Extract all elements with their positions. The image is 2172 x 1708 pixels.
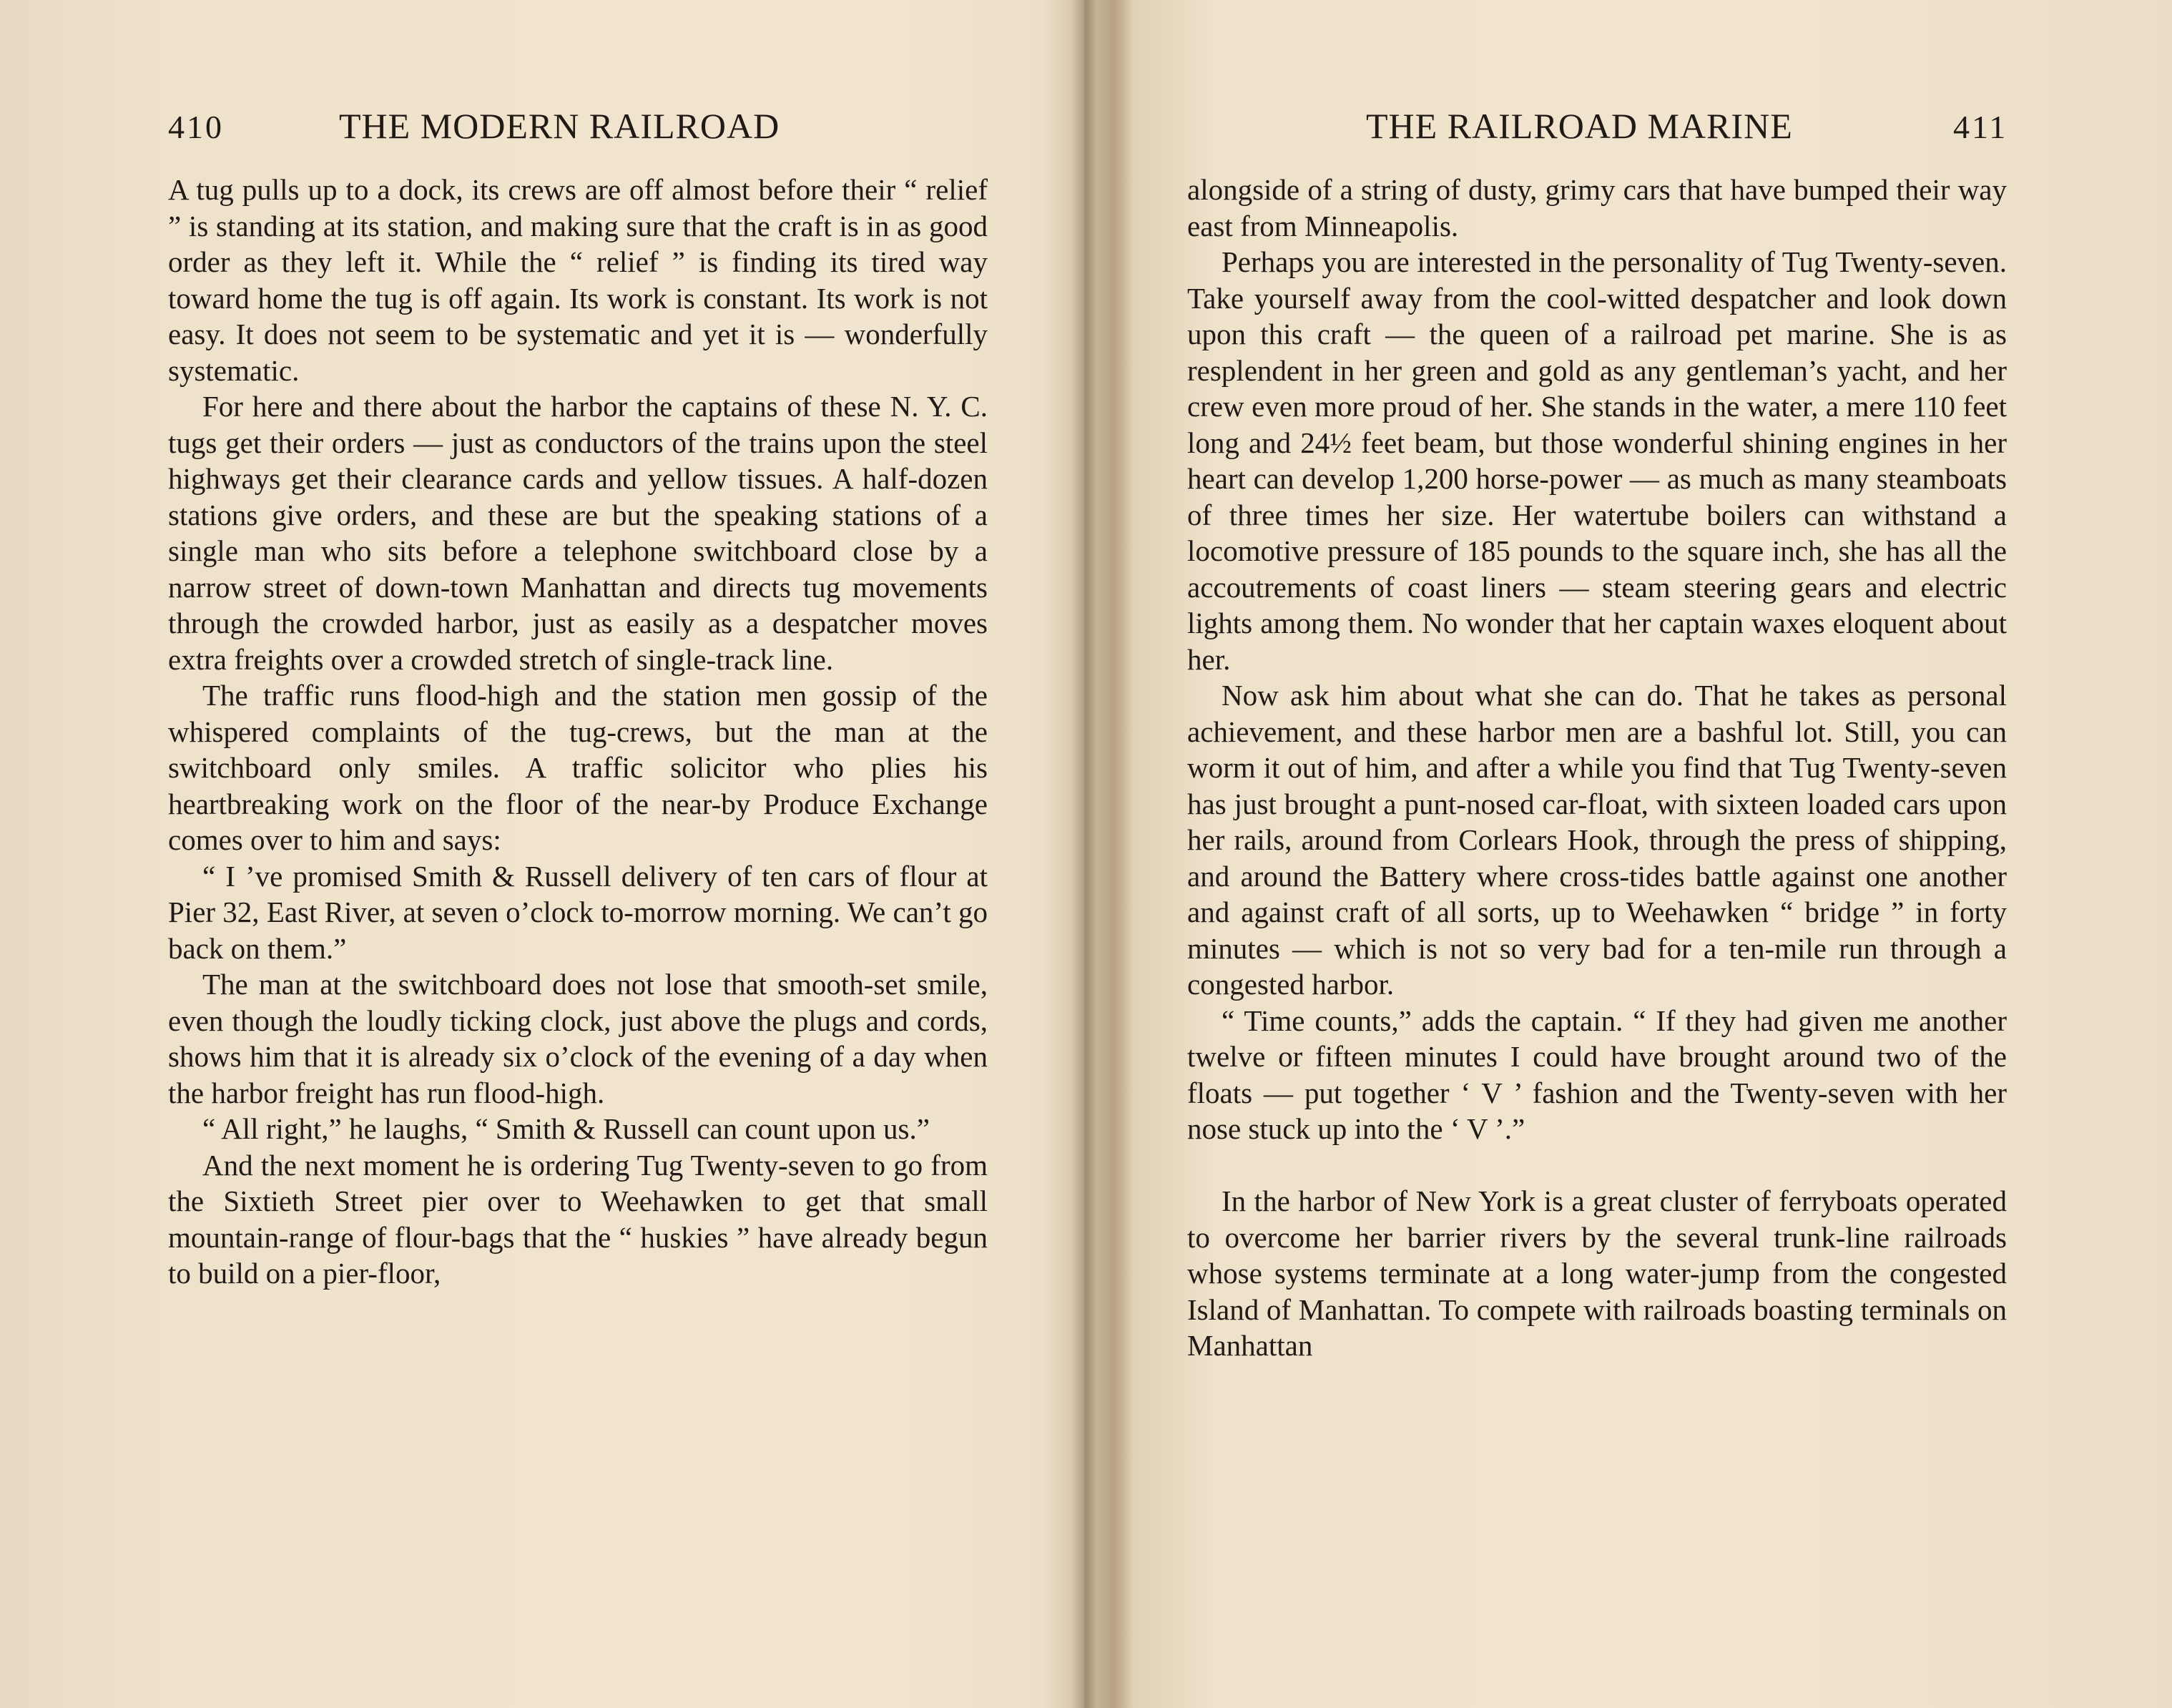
- body-text: [1187, 172, 2007, 1364]
- section-break: [1187, 1147, 2007, 1184]
- paragraph: “ I ’ve promised Smith & Russell delivery of ten cars of flour at Pier 32, East River, at seven o’clock to-morrow morning. We can’t go back on them.”: [168, 859, 988, 965]
- page-number: 410: [168, 109, 224, 145]
- paragraph: A tug pulls up to a dock, its crews are off almost before their “ relief ” is standing at its station, and making sure that the craft is in as good order as they left it. While the “ relief ” is finding its tired way toward home the tug is off again. Its work is constant. Its work is not easy. It does not seem to be systematic and yet it is — wonderfully systematic.: [168, 173, 988, 387]
- paragraph: alongside of a string of dusty, grimy cars that have bumped their way east from Minneapolis.: [1187, 173, 2007, 242]
- paragraph: The traffic runs flood-high and the station men gossip of the whispered complaints of the tug-crews, but the man at the switchboard only smiles. A traffic solicitor who plies his heartbreaking work on the floor of the near-by Produce Exchange comes over to him and says:: [168, 679, 988, 856]
- page-number: 411: [1953, 109, 2008, 145]
- left-page: [0, 0, 1083, 1708]
- paragraph: Perhaps you are interested in the personality of Tug Twenty-seven. Take yourself away from the cool-witted despatcher and look down upon this craft — the queen of a railroad pet marine. She is as resplendent in her green and gold as any gentleman’s yacht, and her crew even more proud of her. She stands in the water, a mere 110 feet long and 24½ feet beam, but those wonderful shining engines in her heart can develop 1,200 horse-power — as much as many steamboats of three times her size. Her watertube boilers can withstand a locomotive pressure of 185 pounds to the square inch, she has all the accoutrements of coast liners — steam steering gears and electric lights among them. No wonder that her captain waxes eloquent about her.: [1187, 245, 2007, 676]
- paragraph: For here and there about the harbor the captains of these N. Y. C. tugs get their orders — just as conductors of the trains upon the steel highways get their clearance cards and yellow tissues. A half-dozen stations give orders, and these are but the speaking stations of a single man who sits before a telephone switchboard close by a narrow street of down-town Manhattan and directs tug movements through the crowded harbor, just as easily as a despatcher moves extra freights over a crowded stretch of single-track line.: [168, 390, 988, 676]
- running-head: THE MODERN RAILROAD: [339, 106, 780, 146]
- body-text: [168, 172, 988, 1292]
- paragraph: And the next moment he is ordering Tug Twenty-seven to go from the Sixtieth Street pier over to Weehawken to get that small mountain-range of flour-bags that the “ huskies ” have already begun to build on a pier-floor,: [168, 1148, 988, 1290]
- running-head: THE RAILROAD MARINE: [1366, 106, 1793, 146]
- paragraph: “ All right,” he laughs, “ Smith & Russell can count upon us.”: [202, 1112, 930, 1145]
- paragraph: Now ask him about what she can do. That he takes as personal achievement, and these harbor men are a bashful lot. Still, you can worm it out of him, and after a while you find that Tug Twenty-seven has just brought a punt-nosed car-float, with sixteen loaded cars upon her rails, around from Corlears Hook, through the press of shipping, and around the Battery where cross-tides battle against one another and against craft of all sorts, up to Weehawken “ bridge ” in forty minutes — which is not so very bad for a ten-mile run through a congested harbor.: [1187, 679, 2007, 1001]
- right-page: [1087, 0, 2172, 1708]
- paragraph: The man at the switchboard does not lose that smooth-set smile, even though the loudly ticking clock, just above the plugs and cords, shows him that it is already six o’clock of the evening of a day when the harbor freight has run flood-high.: [168, 968, 988, 1109]
- paragraph: In the harbor of New York is a great cluster of ferryboats operated to overcome her barrier rivers by the several trunk-line railroads whose systems terminate at a long water-jump from the congested Island of Manhattan. To compete with railroads boasting terminals on Manhattan: [1187, 1184, 2007, 1362]
- paragraph: “ Time counts,” adds the captain. “ If they had given me another twelve or fifteen minutes I could have brought around two of the floats — put together ‘ V ’ fashion and the Twenty-seven with her nose stuck up into the ‘ V ’.”: [1187, 1003, 2007, 1145]
